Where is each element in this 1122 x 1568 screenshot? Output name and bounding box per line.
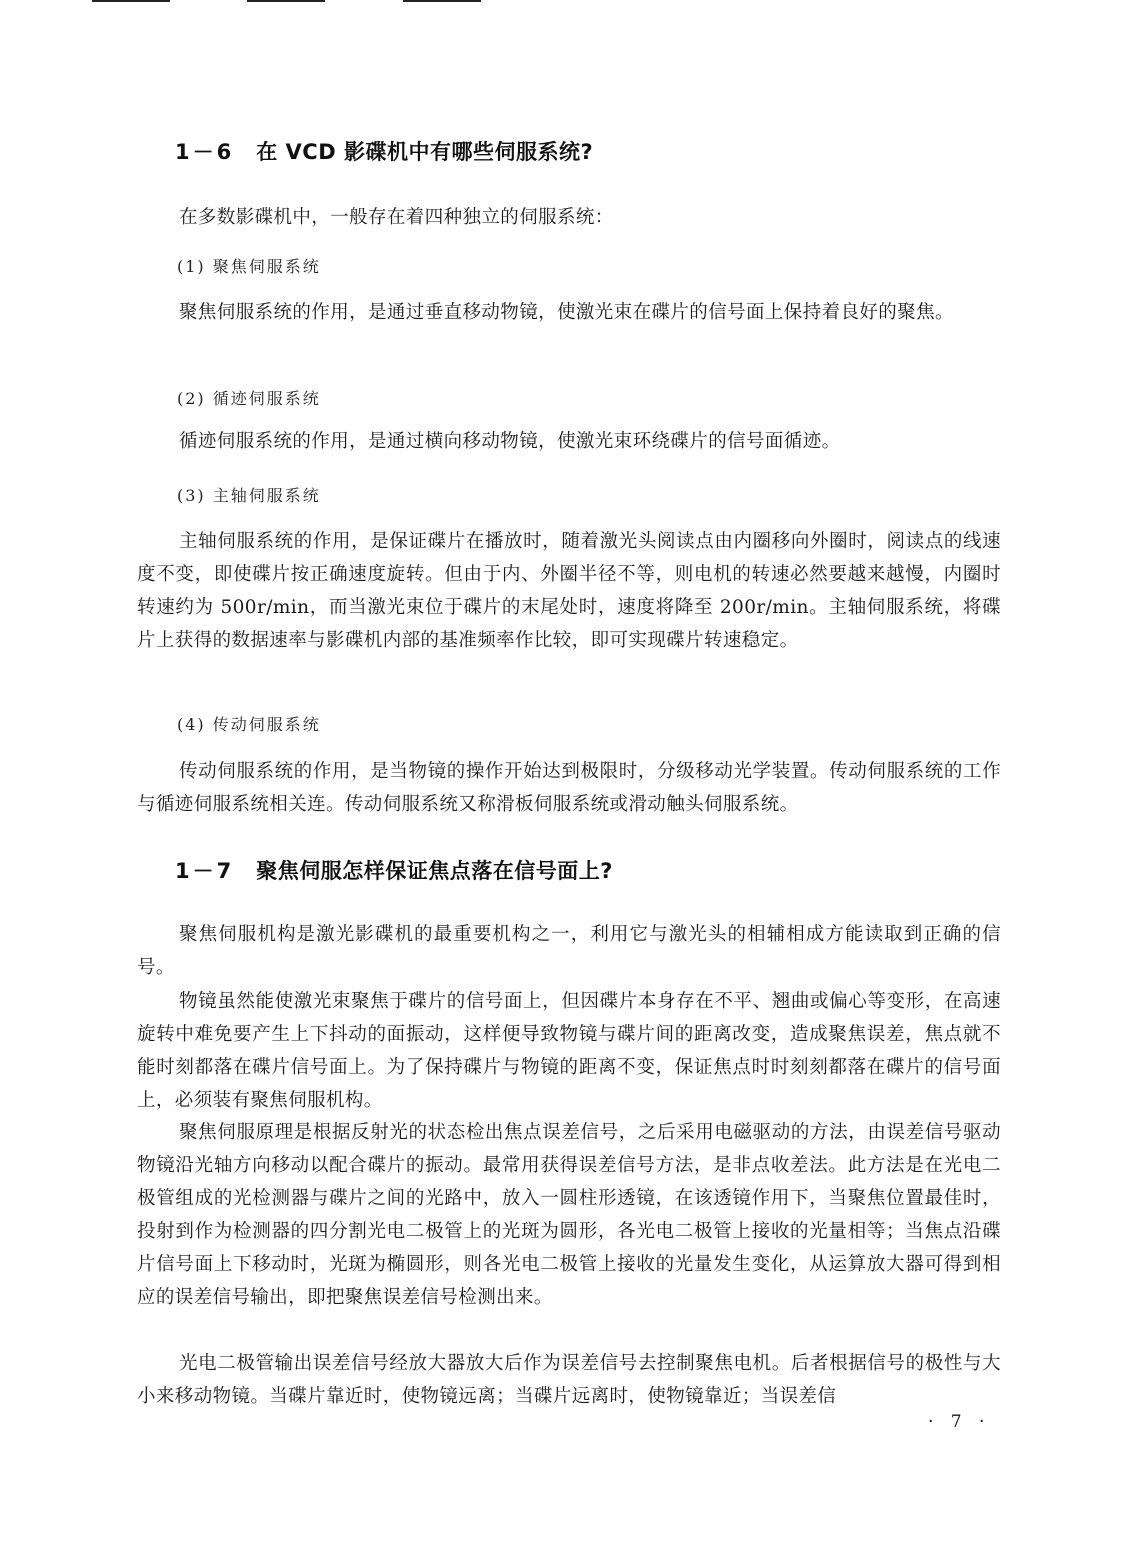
focus-principle-paragraph: 聚焦伺服原理是根据反射光的状态检出焦点误差信号，之后采用电磁驱动的方法，由误差信号驱动物镜沿光轴方向移动以配合碟片的振动。最常用获得误差信号方法，是非点收差法。此方法是在光电二极管组成的光检测器与碟片之间的光路中，放入一圆柱形透镜，在该透镜作用下，当聚焦位置最佳时，投射到作为检测器的四分割光电二极管上的光斑为圆形，各光电二极管上接收的光量相等；当焦点沿碟片信号面上下移动时，光斑为椭圆形，则各光电二极管上接收的光量发生变化，从运算放大器可得到相应的误差信号输出，即把聚焦误差信号检测出来。 bbox=[137, 1122, 1001, 1308]
top-rule-right bbox=[403, 0, 481, 2]
top-rule-middle bbox=[247, 0, 325, 2]
focus-mechanism-paragraph: 聚焦伺服机构是激光影碟机的最重要机构之一，利用它与激光头的相辅相成方能读取到正确的信号。 bbox=[137, 924, 1001, 978]
section-1-7-title bbox=[175, 855, 613, 885]
intro-paragraph: 在多数影碟机中，一般存在着四种独立的伺服系统： bbox=[179, 207, 614, 228]
section-title-text: 聚焦伺服怎样保证焦点落在信号面上? bbox=[256, 859, 613, 883]
sub-heading-tracking-servo: (2) 循迹伺服系统 bbox=[177, 389, 321, 408]
lens-deformation-paragraph: 物镜虽然能使激光束聚焦于碟片的信号面上，但因碟片本身存在不平、翘曲或偏心等变形，在高速旋转中难免要产生上下抖动的面振动，这样便导致物镜与碟片间的距离改变，造成聚焦误差，焦点就不能时刻都落在碟片信号面上。为了保持碟片与物镜的距离不变，保证焦点时时刻刻都落在碟片的信号面上，必须装有聚焦伺服机构。 bbox=[137, 991, 1001, 1111]
section-number: 1－7 bbox=[175, 859, 235, 883]
sub-heading-focus-servo: (1) 聚焦伺服系统 bbox=[177, 257, 321, 276]
sub-heading-sled-servo: (4) 传动伺服系统 bbox=[177, 715, 321, 734]
section-number: 1－6 bbox=[175, 140, 235, 164]
top-rule-left bbox=[92, 0, 170, 2]
sled-servo-paragraph: 传动伺服系统的作用，是当物镜的操作开始达到极限时，分级移动光学装置。传动伺服系统的工作与循迹伺服系统相关连。传动伺服系统又称滑板伺服系统或滑动触头伺服系统。 bbox=[137, 761, 1001, 815]
page-number: · 7 · bbox=[928, 1412, 991, 1432]
sub-heading-spindle-servo: (3) 主轴伺服系统 bbox=[177, 486, 321, 505]
section-title-text: 在 VCD 影碟机中有哪些伺服系统? bbox=[256, 140, 594, 164]
photodiode-output-paragraph: 光电二极管输出误差信号经放大器放大后作为误差信号去控制聚焦电机。后者根据信号的极性与大小来移动物镜。当碟片靠近时，使物镜远离；当碟片远离时，使物镜靠近；当误差信 bbox=[137, 1353, 1001, 1407]
section-1-6-title bbox=[175, 136, 593, 166]
spindle-servo-paragraph: 主轴伺服系统的作用，是保证碟片在播放时，随着激光头阅读点由内圈移向外圈时，阅读点的线速度不变，即使碟片按正确速度旋转。但由于内、外圈半径不等，则电机的转速必然要越来越慢，内圈时转速约为 500r/min，而当激光束位于碟片的末尾处时，速度将降至 200r/min。主轴伺服系统，将碟片上获得的数据速率与影碟机内部的基准频率作比较，即可实现碟片转速稳定。 bbox=[137, 531, 1001, 651]
focus-servo-paragraph: 聚焦伺服系统的作用，是通过垂直移动物镜，使激光束在碟片的信号面上保持着良好的聚焦。 bbox=[179, 302, 954, 323]
tracking-servo-paragraph: 循迹伺服系统的作用，是通过横向移动物镜，使激光束环绕碟片的信号面循迹。 bbox=[179, 431, 841, 452]
